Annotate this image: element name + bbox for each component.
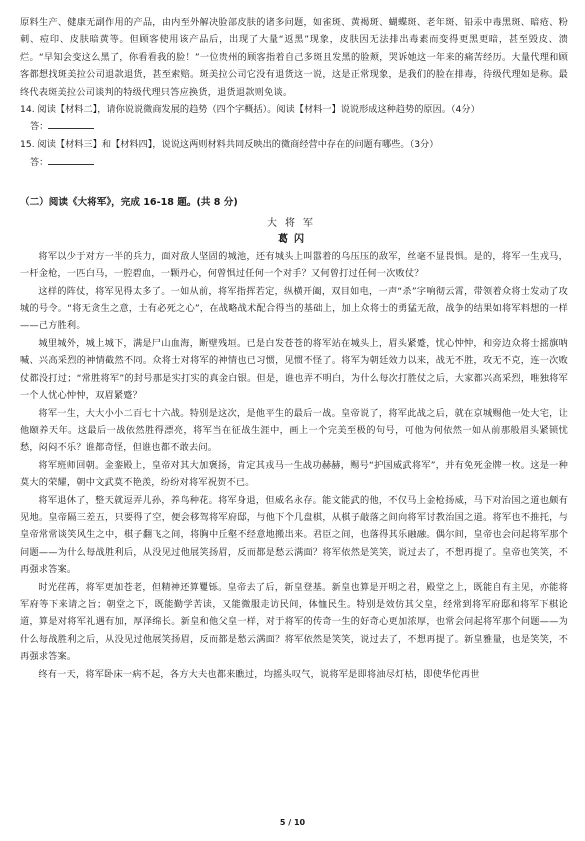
answer-blank[interactable]	[48, 154, 94, 165]
question-14: 14. 阅读【材料二】，请你说说微商发展的趋势（四个字概括）。阅读【材料一】说说形成这种趋势的原因。（4分）	[20, 104, 480, 116]
story-paragraph: 将军以少于对方一半的兵力，面对敌人坚固的城池，还有城头上叫嚣着的乌压压的敌军，丝毫不显畏惧。是的，将军一生戎马，一杆金枪，一匹白马，一腔碧血，一颗丹心，何曾惧过任何一个对手？又何曾打过任何一次败仗？	[20, 250, 568, 280]
story-title: 大将军	[267, 217, 321, 229]
material-text: 原料生产、健康无副作用的产品，由内至外解决脸部皮肤的诸多问题，如雀斑、黄褐斑、蝴蝶斑、老年斑、铅汞中毒黑斑、暗疮、粉刺、痘印、皮肤暗黄等。但顾客使用该产品后，出现了大量“返黑”现象，皮肤因无法排出毒素而变得更黑更暗，甚至毁皮、溃烂。“早知会变这么黑了，你看看我的脸！”一位贵州的顾客指着自己多斑且发黑的脸颊，哭诉她这一年来的痛苦经历。大量代理和顾客都想找斑美拉公司退款退货，甚至索赔。斑美拉公司它没有退货这一说，这是正常现象，是我们的脸在排毒，待级代理如是称。最终代表斑美拉公司谈判的特级代理只答应换货，退货退款则免谈。	[20, 17, 568, 98]
document-page	[20, 14, 568, 683]
answer-line-15	[30, 154, 568, 172]
story-paragraph: 将军班师回朝。金銮殿上，皇帝对其大加褒扬，肯定其戎马一生战功赫赫，赐号“护国威武将军”，并有免死金牌一枚。这是一种莫大的荣耀，朝中文武莫不艳羡，纷纷对将军祝贺不已。	[20, 459, 568, 489]
answer-label: 答：	[30, 156, 49, 168]
answer-blank[interactable]	[48, 118, 94, 129]
story-paragraph: 将军退休了，整天就逗弄儿孙，养鸟种花。将军身退，但威名永存。能文能武的他，不仅马上金枪扬威，马下对治国之道也颇有见地。皇帝隔三差五，只要得了空，便会移驾将军府邸，与他下个几盘棋，从棋子敲落之间向将军讨教治国之道。将军也不推托，与皇帝常常谈笑风生之中，棋子翻飞之间，将胸中丘壑不经意地搬出来。君臣之间，也落得其乐融融。偶尔间，皇帝也会问起将军那个问题——为什么每战胜利后，从没见过他展笑扬眉，反而都是愁云满面？将军依然是笑笑，说过去了，不想再提了。皇帝也笑笑，不再强求答案。	[20, 494, 568, 576]
story-author: 葛闪	[278, 233, 310, 245]
section-heading: （二）阅读《大将军》，完成 16-18 题。(共 8 分)	[20, 196, 238, 208]
story-paragraph: 将军一生，大大小小二百七十六战。特别是这次，是他平生的最后一战。皇帝说了，将军此战之后，就在京城赐他一处大宅，让他颐养天年。这最后一战依然胜得漂亮，将军当在征战生涯中，画上一个完美至极的句号，可他为何依然一如从前那般眉头紧锁忧愁，闷闷不乐？谁都奇怪，但谁也都不敢去问。	[20, 407, 568, 454]
story-paragraph: 时光荏苒，将军更加苍老，但精神还算矍铄。皇帝去了后，新皇登基。新皇也算是开明之君，殿堂之上，既能自有主见，亦能将军府等下来请之旨；朝堂之下，既能勤学苦读，又能微服走访民间，体恤民生。特别是效仿其父皇，经常到将军府邸和将军下棋论道，算是对将军礼遇有加，厚泽绵长。新皇和他父皇一样，对于将军的传奇一生的好奇心更加浓厚，也常会问起将军那个问题——为什么每战胜利之后，从没见过他展笑扬眉，反而都是愁云满面？将军依然是笑笑，说过去了，不想再提了。新皇雅量，也是笑笑，不再强求答案。	[20, 581, 568, 663]
page-number: 5 / 10	[279, 818, 306, 827]
question-15: 15. 阅读【材料三】和【材料四】，说说这两则材料共同反映出的微商经营中存在的问题有哪些。（3分）	[20, 139, 439, 151]
story-paragraph: 城里城外，城上城下，满是尸山血海，断壁残垣。已是白发苍苍的将军站在城头上，眉头紧蹙，忧心忡忡，和旁边众将士摇旗呐喊、兴高采烈的神情截然不同。众将士对将军的神情也已习惯，见惯不怪了。将军为朝廷效力以来，战无不胜，攻无不克，连一次败仗都没打过；“常胜将军”的封号那是实打实的真金白银。但是，谁也弄不明白，为什么每次打胜仗之后，大家都兴高采烈，唯独将军一个人忧心忡忡，双眉紧蹙？	[20, 337, 568, 402]
story-paragraph: 终有一天，将军卧床一病不起，各方大夫也都来瞧过，均摇头叹气，说将军是即将油尽灯枯，即使华佗再世	[38, 668, 480, 680]
story-paragraph: 这样的阵仗，将军见得太多了。一如从前，将军指挥若定，纵横开阖，双目如电，一声“杀”字响彻云霄，带领着众将士发动了攻城的号令。“将无贪生之意，士有必死之心”，在战略战术配合得当的基础上，加上众将士的勇猛无敌，战争的结果如将军料想的一样——己方胜利。	[20, 285, 568, 332]
answer-label: 答：	[30, 121, 49, 133]
answer-line-14	[30, 118, 568, 136]
